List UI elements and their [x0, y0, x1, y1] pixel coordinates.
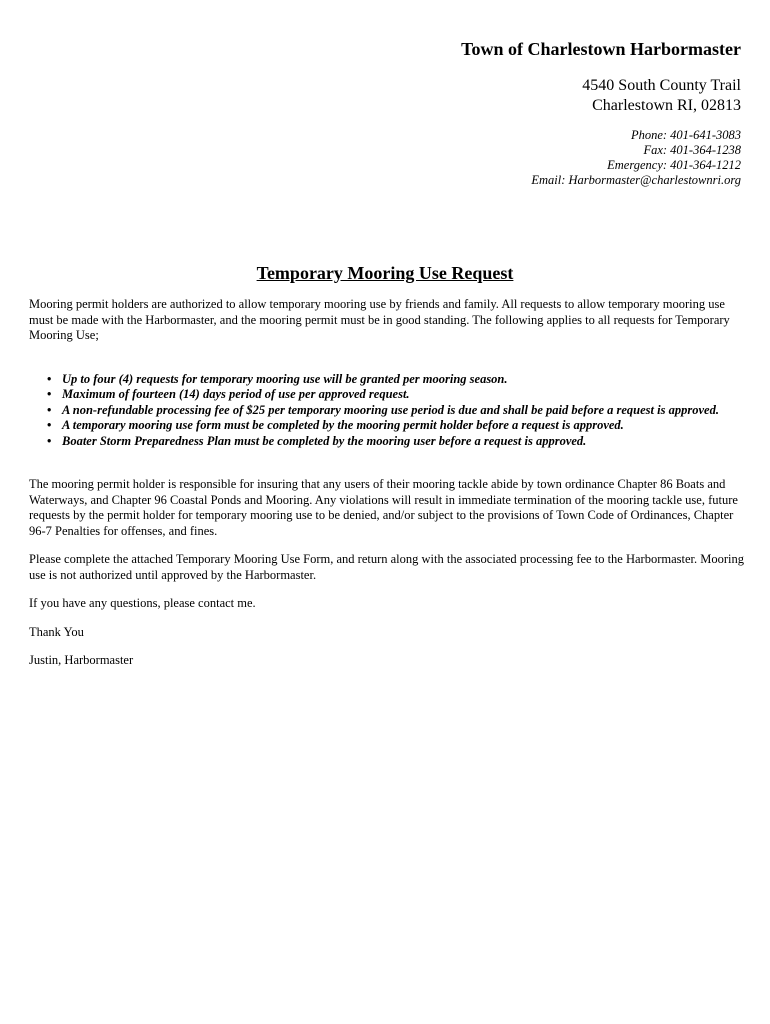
rule-text: A temporary mooring use form must be completed by the mooring permit holder before a request is approved.	[62, 418, 624, 432]
bullet-icon: •	[47, 371, 52, 386]
rule-text: Maximum of fourteen (14) days period of use per approved request.	[62, 387, 410, 401]
document-body	[29, 297, 744, 669]
emergency-line: Emergency: 401-364-1212	[607, 158, 741, 172]
bullet-icon: •	[47, 433, 52, 448]
list-item	[47, 402, 744, 419]
intro-paragraph: Mooring permit holders are authorized to allow temporary mooring use by friends and family. All requests to allow temporary mooring use must be made with the Harbormaster, and the mooring permit must be in good standing. The following applies to all requests for Temporary Mooring Use;	[29, 297, 730, 342]
instructions-paragraph: Please complete the attached Temporary Mooring Use Form, and return along with the associated processing fee to the Harbormaster. Mooring use is not authorized until approved by the Harbormaster.	[29, 552, 745, 582]
phone-line: Phone: 401-641-3083	[630, 128, 741, 142]
bullet-icon: •	[47, 418, 52, 432]
contact-block	[241, 128, 741, 188]
address-line-2: Charlestown RI, 02813	[592, 97, 741, 114]
responsibility-paragraph: The mooring permit holder is responsible for insuring that any users of their mooring tackle abide by town ordinance Chapter 86 Boats and Waterways, and Chapter 96 Coastal Ponds and Mooring. Any violations will result in immediate termination of the mooring tackle use, future requests by the permit holder for temporary mooring use to be denied, and/or subject to the provisions of Town Code of Ordinances, Chapter 96-7 Penalties for offenses, and fines.	[29, 477, 738, 538]
org-name: Town of Charlestown Harbormaster	[461, 39, 741, 59]
questions-paragraph: If you have any questions, please contact me.	[29, 596, 256, 610]
email-line: Email: Harbormaster@charlestownri.org	[531, 173, 741, 187]
address-block	[241, 76, 741, 116]
fax-line: Fax: 401-364-1238	[643, 143, 741, 157]
list-item	[47, 433, 744, 450]
letterhead	[241, 38, 741, 188]
bullet-icon: •	[47, 402, 52, 417]
document-title: Temporary Mooring Use Request	[256, 263, 514, 283]
closing-line: Thank You	[29, 624, 84, 639]
rule-text: Boater Storm Preparedness Plan must be completed by the mooring user before a request is approved.	[62, 433, 587, 448]
signature-line: Justin, Harbormaster	[29, 653, 134, 667]
address-line-1: 4540 South County Trail	[582, 77, 741, 94]
list-item	[47, 371, 744, 388]
rules-list	[29, 372, 744, 450]
rule-text: A non-refundable processing fee of $25 per temporary mooring use period is due and shall be paid before a request is approved.	[62, 402, 719, 417]
list-item	[47, 387, 744, 403]
rule-text: Up to four (4) requests for temporary mooring use will be granted per mooring season.	[62, 371, 508, 386]
list-item	[47, 418, 744, 434]
bullet-icon: •	[47, 387, 52, 401]
